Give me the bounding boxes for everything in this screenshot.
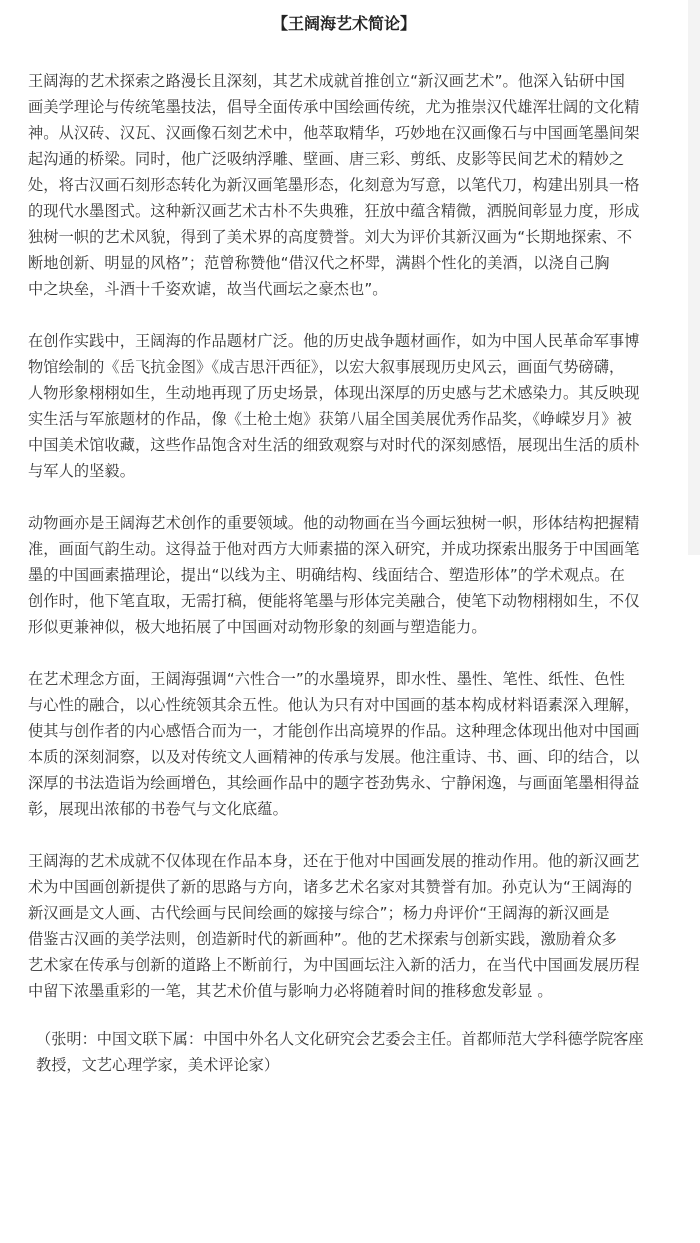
paragraph-line: 本质的深刻洞察，以及对传统文人画精神的传承与发展。他注重诗、书、画、印的结合，以 <box>28 748 640 766</box>
paragraph-line: 处，将古汉画石刻形态转化为新汉画笔墨形态，化刻意为写意，以笔代刀，构建出别具一格 <box>28 176 640 194</box>
paragraph-line: 术为中国画创新提供了新的思路与方向，诸多艺术名家对其赞誉有加。孙克认为“王阔海的 <box>28 878 633 896</box>
paragraph-line: 在创作实践中，王阔海的作品题材广泛。他的历史战争题材画作，如为中国人民革命军事博 <box>28 332 640 350</box>
paragraph-line: 实生活与军旅题材的作品，像《土枪土炮》获第八届全国美展优秀作品奖，《峥嵘岁月》被 <box>28 410 632 428</box>
paragraph-1 <box>28 68 672 302</box>
paragraph-line: 动物画亦是王阔海艺术创作的重要领域。他的动物画在当今画坛独树一帜，形体结构把握精 <box>28 514 640 532</box>
author-note <box>28 1026 672 1078</box>
article-body <box>28 68 672 1078</box>
author-note-line: （张明：中国文联下属：中国中外名人文化研究会艺委会主任。首都师范大学科德学院客座 <box>36 1030 644 1048</box>
paragraph-line: 准，画面气韵生动。这得益于他对西方大师素描的深入研究，并成功探索出服务于中国画笔 <box>28 540 640 558</box>
paragraph-line: 中国美术馆收藏，这些作品饱含对生活的细致观察与对时代的深刻感悟，展现出生活的质朴 <box>28 436 640 454</box>
paragraph-line: 墨的中国画素描理论，提出“以线为主、明确结构、线面结合、塑造形体”的学术观点。在 <box>28 566 625 584</box>
paragraph-line: 画美学理论与传统笔墨技法，倡导全面传承中国绘画传统，尤为推崇汉代雄浑壮阔的文化精 <box>28 98 640 116</box>
paragraph-line: 在艺术理念方面，王阔海强调“六性合一”的水墨境界，即水性、墨性、笔性、纸性、色性 <box>28 670 625 688</box>
paragraph-line: 创作时，他下笔直取，无需打稿，便能将笔墨与形体完美融合，使笔下动物栩栩如生，不仅 <box>28 592 640 610</box>
paragraph-line: 借鉴古汉画的美学法则，创造新时代的新画种”。他的艺术探索与创新实践，激励着众多 <box>28 930 617 948</box>
paragraph-line: 中留下浓墨重彩的一笔，其艺术价值与影响力必将随着时间的推移愈发彰显 。 <box>28 982 553 1000</box>
paragraph-line: 使其与创作者的内心感悟合而为一，才能创作出高境界的作品。这种理念体现出他对中国画 <box>28 722 640 740</box>
paragraph-line: 王阔海的艺术成就不仅体现在作品本身，还在于他对中国画发展的推动作用。他的新汉画艺 <box>28 852 640 870</box>
paragraph-line: 艺术家在传承与创新的道路上不断前行，为中国画坛注入新的活力，在当代中国画发展历程 <box>28 956 640 974</box>
paragraph-line: 物馆绘制的《岳飞抗金图》《成吉思汗西征》，以宏大叙事展现历史风云，画面气势磅礴， <box>28 358 625 376</box>
paragraph-line: 起沟通的桥梁。同时，他广泛吸纳浮雕、壁画、唐三彩、剪纸、皮影等民间艺术的精妙之 <box>28 150 625 168</box>
paragraph-line: 形似更兼神似，极大地拓展了中国画对动物形象的刻画与塑造能力。 <box>28 618 487 636</box>
paragraph-line: 断地创新、明显的风格”；范曾称赞他“借汉代之杯斝，满斟个性化的美酒，以浇自己胸 <box>28 254 610 272</box>
paragraph-line: 新汉画是文人画、古代绘画与民间绘画的嫁接与综合”；杨力舟评价“王阔海的新汉画是 <box>28 904 610 922</box>
paragraph-3 <box>28 510 672 640</box>
author-note-line: 教授，文艺心理学家，美术评论家） <box>36 1056 279 1074</box>
paragraph-line: 独树一帜的艺术风貌，得到了美术界的高度赞誉。刘大为评价其新汉画为“长期地探索、不 <box>28 228 633 246</box>
paragraph-5 <box>28 848 672 1004</box>
paragraph-line: 神。从汉砖、汉瓦、汉画像石刻艺术中，他萃取精华，巧妙地在汉画像石与中国画笔墨间架 <box>28 124 640 142</box>
paragraph-4 <box>28 666 672 822</box>
paragraph-line: 深厚的书法造诣为绘画增色，其绘画作品中的题字苍劲隽永、宁静闲逸，与画面笔墨相得益 <box>28 774 640 792</box>
paragraph-line: 与心性的融合，以心性统领其余五性。他认为只有对中国画的基本构成材料语素深入理解， <box>28 696 640 714</box>
article-title: 【王阔海艺术简论】 <box>271 14 416 33</box>
paragraph-line: 的现代水墨图式。这种新汉画艺术古朴不失典雅，狂放中蕴含精微，洒脱间彰显力度，形成 <box>28 202 640 220</box>
paragraph-line: 王阔海的艺术探索之路漫长且深刻，其艺术成就首推创立“新汉画艺术”。他深入钻研中国 <box>28 72 625 90</box>
scrollbar-track[interactable] <box>688 0 700 555</box>
paragraph-2 <box>28 328 672 484</box>
paragraph-line: 与军人的坚毅。 <box>28 462 136 480</box>
paragraph-line: 中之块垒，斗酒十千姿欢谑，故当代画坛之豪杰也”。 <box>28 280 388 298</box>
paragraph-line: 彰，展现出浓郁的书卷气与文化底蕴。 <box>28 800 288 818</box>
paragraph-line: 人物形象栩栩如生，生动地再现了历史场景，体现出深厚的历史感与艺术感染力。其反映现 <box>28 384 640 402</box>
